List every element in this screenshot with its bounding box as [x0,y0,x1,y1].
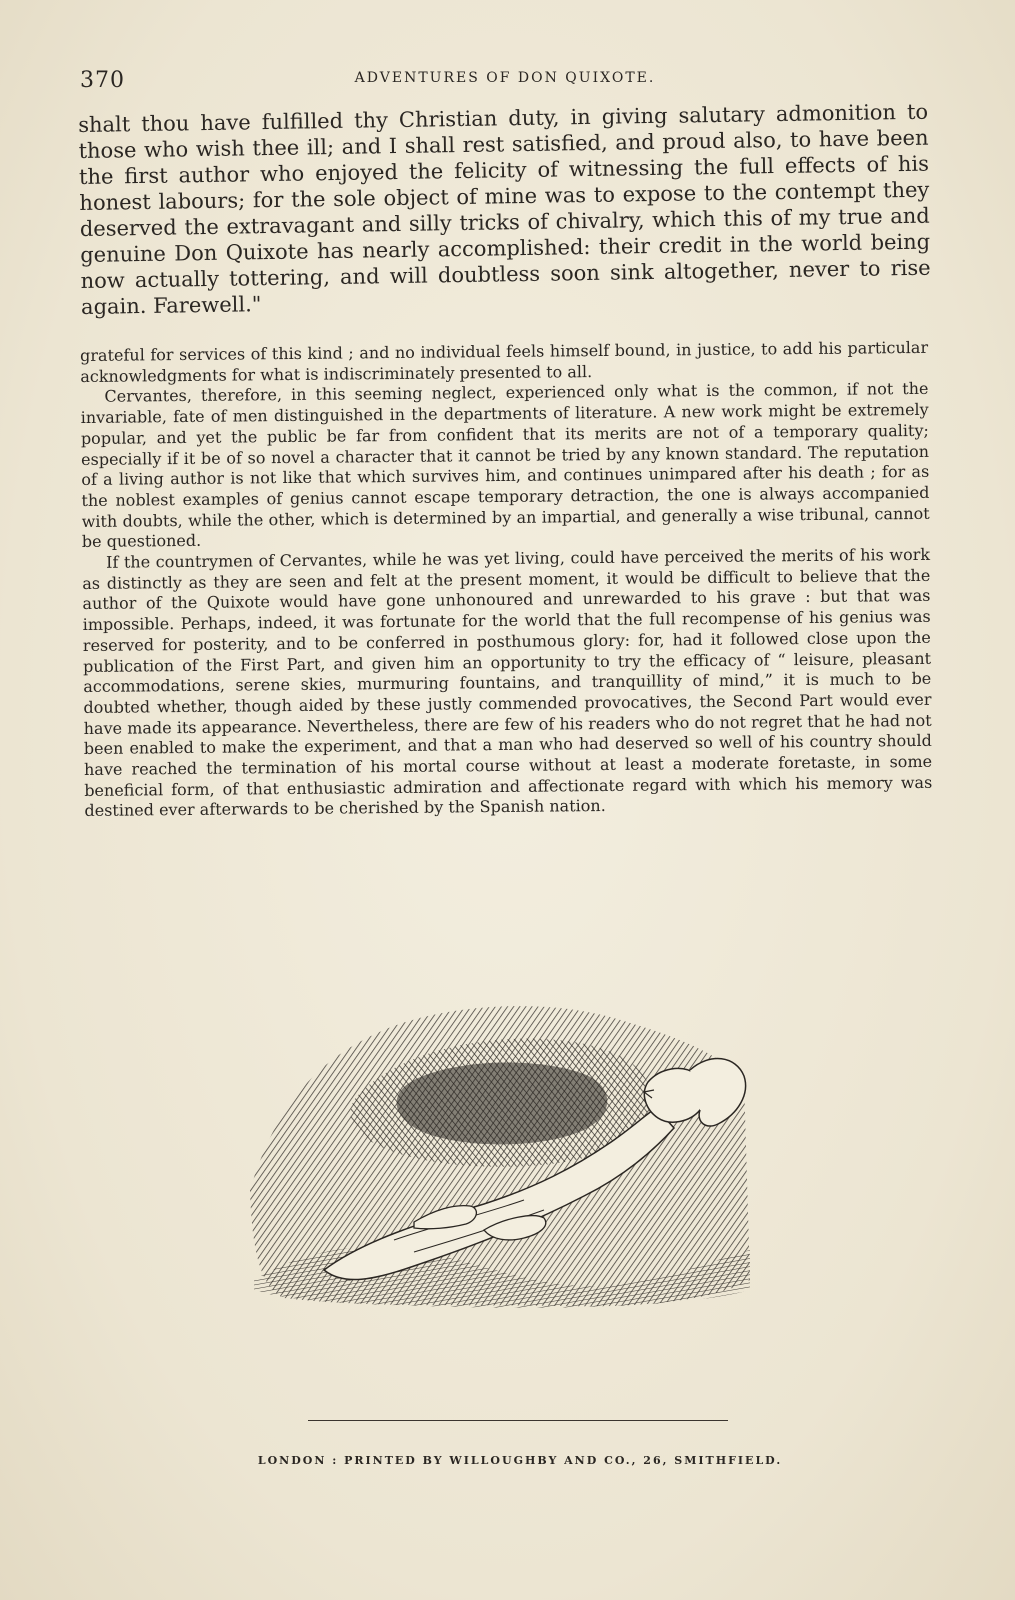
essay-paragraph-2: Cervantes, therefore, in this seeming neglect, experienced only what is the common, if not the invariable, fate of men distinguished in the departments of literature. A new work might be extremely popular, and yet the public be far from confident that its merits are not of a temporary quality; especially if it be of so novel a character that it cannot be tried by any known standard. The reputation of a living author is not like that which survives him, and continues unimpared after his death ; for as the noblest examples of genius cannot escape temporary detraction, the one is always accompanied with doubts, while the other, which is determined by an impartial, and generally a wise tribunal, cannot be questioned. [80,379,930,552]
engraving-background-hatching [250,1006,750,1308]
page-header [80,62,930,96]
essay-text [80,338,933,822]
letter-paragraph: shalt thou have fulfilled thy Christian duty, in giving salutary admonition to those who wish thee ill; and I shall rest satisfied, and proud also, to have been the first author who enjoyed the felicity of witnessing the full effects of his honest labours; for the sole object of mine was to expose to the contempt they deserved the extravagant and silly tricks of chivalry, which this of my true and genuine Don Quixote has nearly accomplished: their credit in the world being now actually tottering, and will doubtless soon sink altogether, never to rise again. Farewell." [78,99,931,319]
essay-paragraph-1: grateful for services of this kind ; and no individual feels himself bound, in justice, to add his particular acknowledgments for what is indiscriminately presented to all. [80,337,929,386]
printer-imprint: LONDON : PRINTED BY WILLOUGHBY AND CO., 26, SMITHFIELD. [257,1454,783,1467]
running-title: ADVENTURES OF DON QUIXOTE. [354,70,656,86]
page-number: 370 [80,68,125,93]
essay-paragraph-3: If the countrymen of Cervantes, while he was yet living, could have perceived the merits of his work as distinctly as they are seen and felt at the present moment, it would be difficult to believe that the author of the Quixote would have gone unhonoured and unrewarded to his grave : but that was impossible. Perhaps, indeed, it was fortunate for the world that the full recompense of his genius was reserved for posterity, and to be conferred in posthumous glory: for, had it followed close upon the publication of the First Part, and given him an opportunity to try the efficacy of “ leisure, pleasant accommodations, serene skies, murmuring fountains, and tranquillity of mind,” it is much to be doubted whether, though aided by these justly commended provocatives, the Second Part would ever have made its appearance. Nevertheless, there are few of his readers who do not regret that he had not been enabled to make the experiment, and that a man who had deserved so well of his country should have reached the termination of his mortal course without at least a moderate foretaste, in some beneficial form, of that enthusiastic admiration and affectionate regard with which his memory was destined ever afterwards to be cherished by the Spanish nation. [82,544,933,821]
footer-rule [308,1420,728,1421]
engraving-sleeping-man-illustration [244,990,756,1312]
letter-closing-passage [78,99,931,320]
